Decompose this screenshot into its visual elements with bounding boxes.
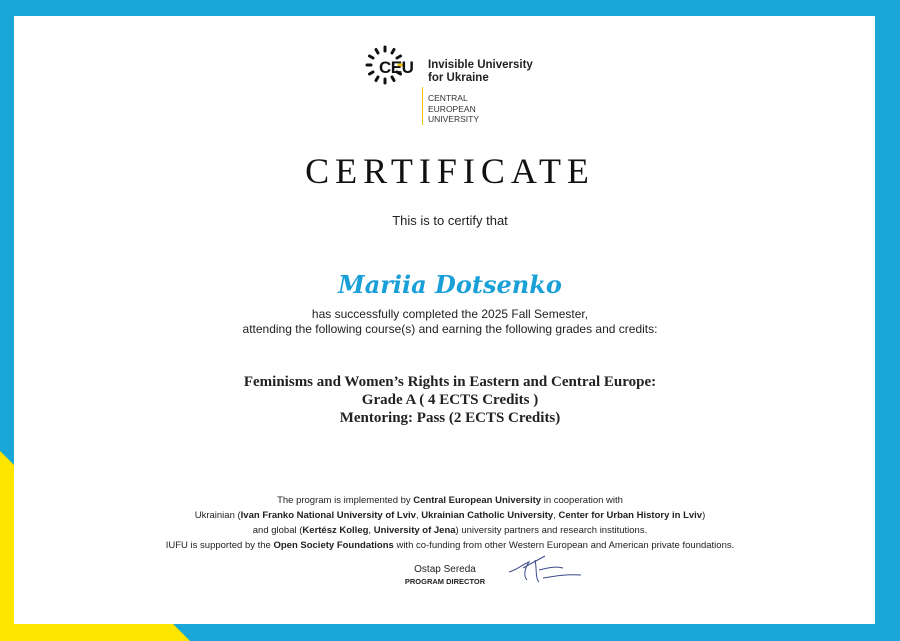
signatory-name: Ostap Sereda	[414, 564, 476, 575]
logo-divider	[422, 87, 423, 125]
footer-bold: University of Jena	[373, 525, 456, 536]
course-results	[0, 373, 900, 427]
footer-bold: Ukrainian Catholic University	[421, 510, 554, 521]
completion-line1: has successfully completed the 2025 Fall Semester,	[311, 307, 589, 321]
program-name-line2: for Ukraine	[428, 72, 489, 84]
completion-line2: attending the following course(s) and earning the following grades and credits:	[242, 322, 658, 336]
signatory	[400, 564, 490, 586]
completion-statement	[0, 307, 900, 337]
central-line3: UNIVERSITY	[428, 114, 480, 124]
footer-text: and global (	[252, 525, 303, 536]
central-line1: CENTRAL	[428, 93, 468, 103]
footer-line2	[0, 508, 900, 523]
program-name	[428, 59, 553, 85]
footer-text: ,	[368, 525, 374, 536]
signatory-role: PROGRAM DIRECTOR	[404, 577, 486, 586]
footer-text: ,	[415, 510, 422, 521]
footer-text: IUFU is supported by the	[165, 540, 274, 551]
mentoring-result: Mentoring: Pass (2 ECTS Credits)	[339, 410, 561, 426]
central-line2: EUROPEAN	[428, 103, 476, 114]
footer-bold: Ivan Franko National University of Lviv	[240, 510, 416, 521]
ceu-logo	[365, 45, 555, 130]
footer-bold: Central European University	[413, 495, 542, 506]
footer-text: ) university partners and research institutions.	[455, 525, 648, 536]
certificate-title: CERTIFICATE	[305, 151, 595, 191]
footer-text: Ukrainian (	[194, 510, 241, 521]
footer-line1	[0, 493, 900, 508]
footer-line4	[0, 538, 900, 553]
footer-text: The program is implemented by	[277, 495, 414, 506]
certify-intro: This is to certify that	[392, 213, 508, 228]
footer-text: )	[702, 510, 706, 521]
footer-bold: Center for Urban History in Lviv	[558, 510, 703, 521]
footer-line3	[0, 523, 900, 538]
course-grade: Grade A ( 4 ECTS Credits )	[361, 392, 539, 408]
recipient-name: Mariia Dotsenko	[338, 270, 562, 299]
program-name-line1: Invisible University	[428, 59, 533, 71]
central-european-university-label	[428, 93, 479, 125]
footer-text: ,	[553, 510, 559, 521]
footer-text: with co-funding from other Western European and American private foundations.	[393, 540, 735, 551]
ceu-wordmark: CEU	[379, 58, 414, 77]
footer-text: in cooperation with	[541, 495, 623, 506]
footer-bold: Open Society Foundations	[273, 540, 394, 551]
handwritten-signature	[505, 550, 585, 588]
footer-bold: Kertész Kolleg	[302, 525, 369, 536]
course-title: Feminisms and Women’s Rights in Eastern and Central Europe:	[243, 374, 657, 390]
program-footer	[0, 493, 900, 553]
